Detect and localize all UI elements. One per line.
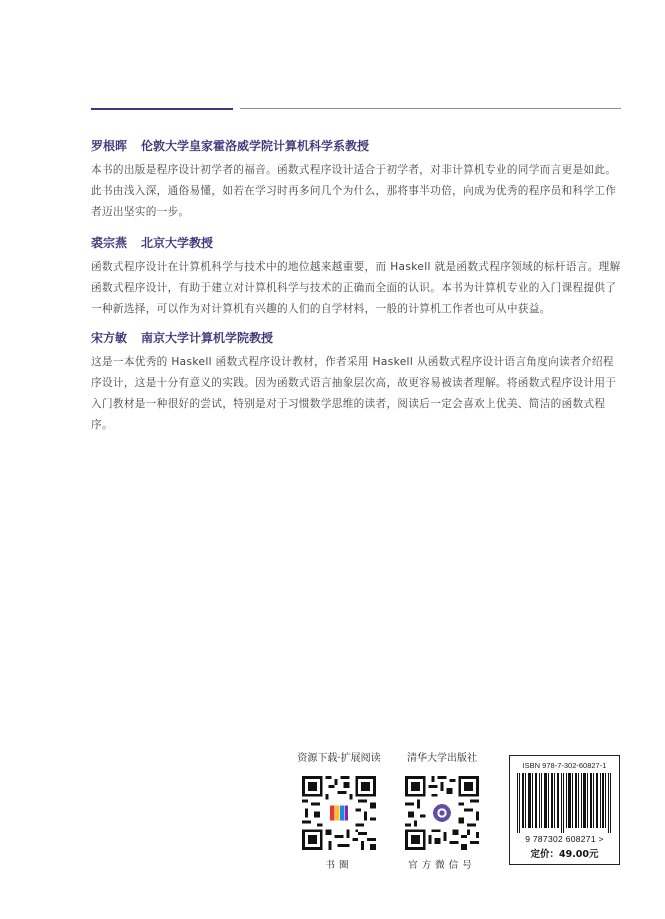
price-label: 定价：49.00元 xyxy=(530,849,599,860)
review-text: 本书的出版是程序设计初学者的福音。函数式程序设计适合于初学者，对非计算机专业的同学而言更是如此。此书由浅入深，通俗易懂，如若在学习时再多问几个为什么，那将事半功倍，向成为优秀的程序员和科学工作者迈出坚实的一步。 xyxy=(91,164,617,218)
qr-caption: 书圈 xyxy=(325,860,353,871)
qr-code-icon xyxy=(302,776,376,850)
reviewer-name: 罗根晖 xyxy=(91,139,128,153)
qr-block-publisher xyxy=(394,753,490,872)
qr-title: 资源下载·扩展阅读 xyxy=(297,753,381,764)
qr-title: 清华大学出版社 xyxy=(407,753,477,764)
reviewer-affiliation: 南京大学计算机学院教授 xyxy=(141,331,274,345)
review-2 xyxy=(91,235,623,320)
review-text: 函数式程序设计在计算机科学与技术中的地位越来越重要，而 Haskell 就是函数式程序领域的标杆语言。理解函数式程序设计，有助于建立对计算机科学与技术的正确而全面的认识。本书为计算机专业的入门课程提供了一种新选择，可以作为对计算机有兴趣的人们的自学材料，一般的计算机工作者也可从中获益。 xyxy=(91,261,621,315)
header-rule xyxy=(240,108,621,109)
reviewer-affiliation: 伦敦大学皇家霍洛威学院计算机科学系教授 xyxy=(141,139,370,153)
reviewer-heading xyxy=(91,235,623,251)
qr-code-icon xyxy=(405,776,479,850)
qr-block-resources xyxy=(291,753,387,872)
reviewer-name: 宋方敏 xyxy=(91,331,128,345)
qr-caption: 官方微信号 xyxy=(408,860,476,871)
reviewer-affiliation: 北京大学教授 xyxy=(141,236,214,250)
review-1 xyxy=(91,138,623,223)
review-3 xyxy=(91,330,623,436)
isbn-label: ISBN 978-7-302-60827-1 xyxy=(522,761,607,770)
reviewer-name: 裘宗燕 xyxy=(91,236,128,250)
isbn-barcode-panel xyxy=(509,755,620,865)
isbn-digits: 9 787302 608271 > xyxy=(525,834,604,844)
reviewer-heading xyxy=(91,138,623,154)
barcode-icon xyxy=(515,773,614,833)
header-rule-accent xyxy=(91,108,233,110)
review-text: 这是一本优秀的 Haskell 函数式程序设计教材，作者采用 Haskell 从函数式程序设计语言角度向读者介绍程序设计，这是十分有意义的实践。因为函数式语言抽象层次高，故更容易被读者理解。将函数式程序设计用于入门教材是一种很好的尝试，特别是对于习惯数学思维的读者，阅读后一定会喜欢上优美、简洁的函数式程序。 xyxy=(91,356,617,431)
reviewer-heading xyxy=(91,330,623,346)
